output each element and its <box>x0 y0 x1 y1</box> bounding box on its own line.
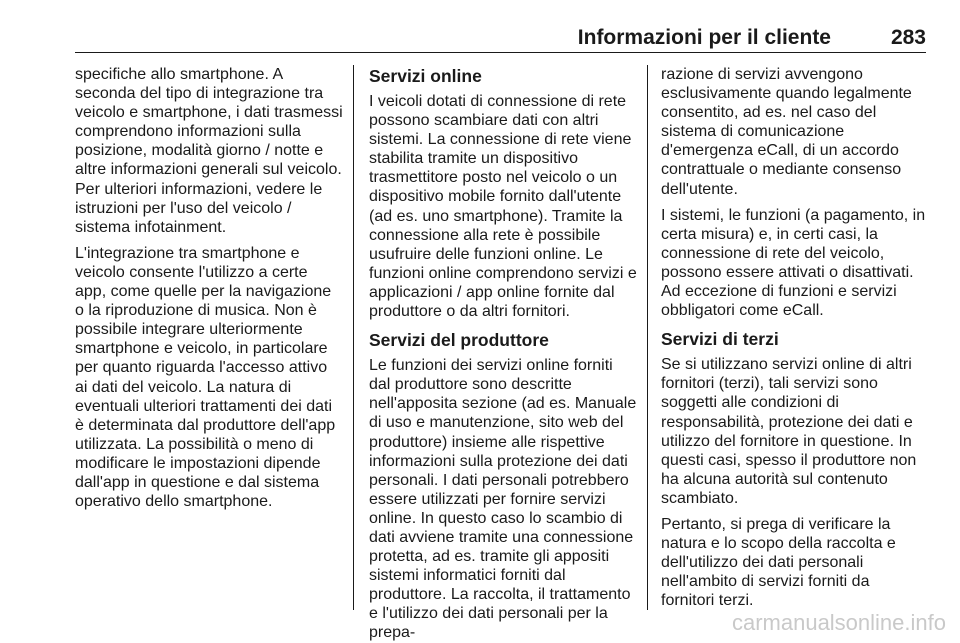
section-heading-manufacturer-services: Servizi del produttore <box>369 330 549 351</box>
text-column-3 <box>661 65 926 610</box>
paragraph: I veicoli dotati di connessione di rete possono scambiare dati con altri sistemi. La connessione di rete viene stabilita tramite un dispositivo trasmettitore posto nel veicolo o un dispositivo mobile fornito dall'utente (ad es. uno smartphone). Tramite la connessione alla rete è possibile usufruire delle funzioni online. Le funzioni online comprendono servizi e applicazioni / app online fornite dal produttore o da altri fornitori. <box>369 93 637 321</box>
section-heading-online-services: Servizi online <box>369 66 482 86</box>
text-column-1 <box>75 65 343 610</box>
paragraph: Le funzioni dei servizi online forniti dal produttore sono descritte nell'apposita sezione (ad es. Manuale di uso e manutenzione, sito web del produttore) insieme alle rispettive informazioni sulla protezione dei dati personali. I dati personali potrebbero essere utilizzati per fornire servizi online. In questo caso lo scambio di dati avviene tramite una connessione protetta, ad es. tramite gli appositi sistemi informatici forniti dal produttore. La raccolta, il trattamento e l'utilizzo dei dati personali per la prepa- <box>369 357 637 642</box>
page-number: 283 <box>890 26 926 49</box>
text-column-2 <box>369 65 637 642</box>
paragraph: I sistemi, le funzioni (a pagamento, in certa misura) e, in certi casi, la connessione di rete del veicolo, possono essere attivati o disattivati. Ad eccezione di funzioni e servizi obbligatori come eCall. <box>661 206 926 320</box>
watermark: carmanualsonline.info <box>731 610 946 635</box>
paragraph: razione di servizi avvengono esclusivamente quando legalmente consentito, ad es. nel caso del sistema di comunicazione d'emergenza eCall, di un accordo contrattuale o mediante consenso dell'utente. <box>661 66 912 198</box>
page-header <box>75 24 926 53</box>
paragraph: L'integrazione tra smartphone e veicolo consente l'utilizzo a certe app, come quelle per la navigazione o la riproduzione di musica. Non è possibile integrare ulteriormente smartphone e veicolo, in particolare per quanto riguarda l'accesso attivo ai dati del veicolo. La natura di eventuali ulteriori trattamenti dei dati è determinata dal produttore dell'app utilizzata. La possibilità o meno di modificare le impostazioni dipende dall'app in questione e dal sistema operativo dello smartphone. <box>75 244 336 511</box>
column-divider <box>647 65 648 610</box>
column-divider <box>353 65 354 610</box>
section-heading-third-party-services: Servizi di terzi <box>661 329 779 350</box>
paragraph: Se si utilizzano servizi online di altri fornitori (terzi), tali servizi sono soggetti alle condizioni di responsabilità, protezione dei dati e utilizzo del fornitore in questione. In questi casi, spesso il produttore non ha alcuna autorità sul contenuto scambiato. <box>661 356 917 507</box>
paragraph: specifiche allo smartphone. A seconda del tipo di integrazione tra veicolo e smartphone, i dati trasmessi comprendono informazioni sulla posizione, modalità giorno / notte e altre informazioni generali sul veicolo. Per ulteriori informazioni, vedere le istruzioni per l'uso del veicolo / sistema infotainment. <box>75 66 343 236</box>
header-title: Informazioni per il cliente <box>577 26 831 49</box>
paragraph: Pertanto, si prega di verificare la natura e lo scopo della raccolta e dell'utilizzo dei dati personali nell'ambito di servizi forniti da fornitori terzi. <box>661 515 896 610</box>
